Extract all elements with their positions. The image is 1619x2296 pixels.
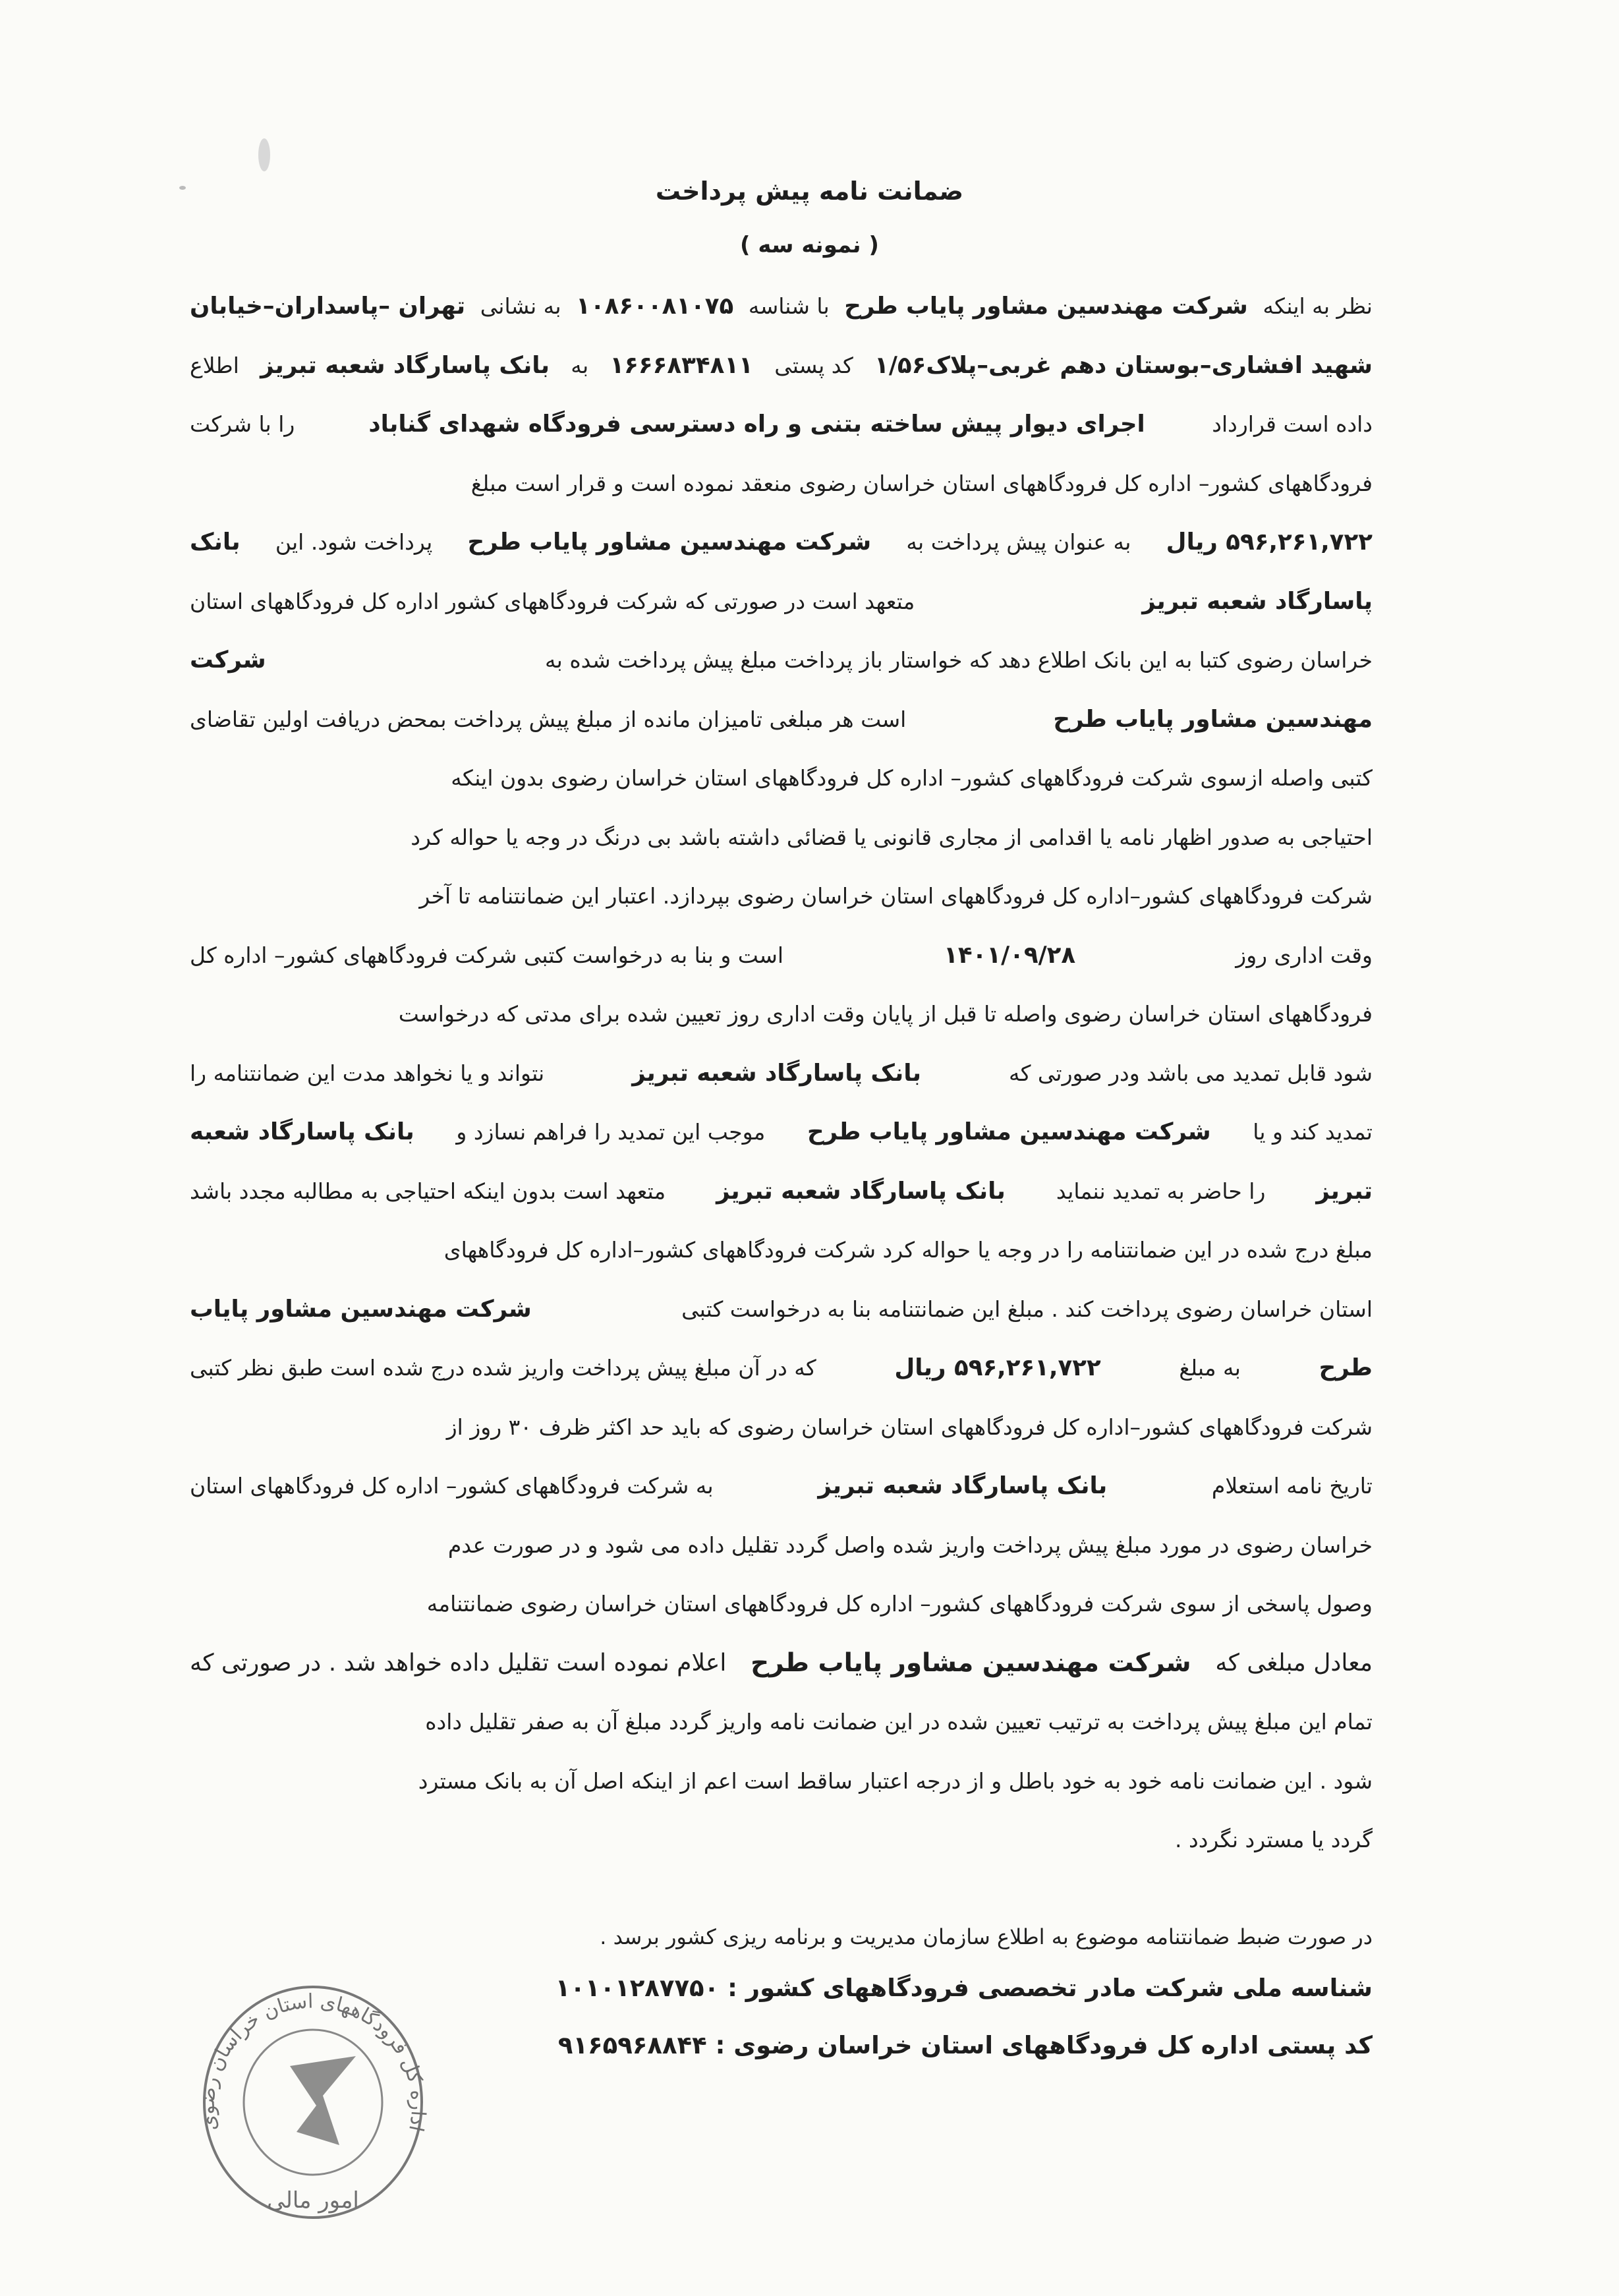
body-line [190,1352,1373,1411]
body-line [190,1470,1373,1529]
text-segment: استان خراسان رضوی پرداخت کند . مبلغ این ضمانتنامه بنا به درخواست کتبی [674,1296,1373,1322]
bold-text-segment: تبریز [1316,1177,1373,1205]
bold-text-segment: شرکت مهندسین مشاور پایاب طرح [807,1118,1211,1145]
body-line [190,1116,1373,1175]
text-segment: خراسان رضوی در مورد مبلغ پیش پرداخت واریز شده واصل گردد تقلیل داده می شود و در صورت عدم [447,1532,1373,1558]
body-line [190,1411,1373,1470]
bold-text-segment: مهندسین مشاور پایاب طرح [1053,705,1373,733]
text-segment: شرکت فرودگاههای کشور–اداره کل فرودگاههای استان خراسان رضوی بپردازد. اعتبار این ضمانتنامه تا آخر [419,883,1373,909]
text-segment: متعهد است در صورتی که شرکت فرودگاههای کشور اداره کل فرودگاههای استان [190,588,922,614]
text-segment: کد پستی [767,352,861,378]
body-line [190,408,1373,467]
text-segment: است و بنا به درخواست کتبی شرکت فرودگاههای کشور– اداره کل [190,942,791,968]
bold-text-segment: اجرای دیوار پیش ساخته بتنی و راه دسترسی فرودگاه شهدای گناباد [368,411,1145,438]
body-line [190,1765,1373,1824]
body-line [190,1529,1373,1588]
bold-text-segment: بانک [190,529,241,556]
footer-note: در صورت ضبط ضمانتنامه موضوع به اطلاع سازمان مدیریت و برنامه ریزی کشور برسد . [600,1924,1373,1949]
text-segment: پرداخت شود. این [268,529,440,555]
text-segment: را حاضر به تمدید ننماید [1049,1178,1272,1204]
text-segment: مبلغ درج شده در این ضمانتنامه را در وجه یا حواله کرد شرکت فرودگاههای کشور–اداره کل فرودگاههای [443,1237,1373,1263]
stamp-outer-text: اداره کل فرودگاههای استان خراسان رضوی [196,1990,430,2134]
bold-text-segment: شرکت [190,646,266,674]
text-segment: اطلاع [190,352,246,378]
text-segment: اعلام نموده است تقلیل داده خواهد شد . در صورتی که [190,1649,734,1677]
bold-text-segment: بانک پاسارگاد شعبه تبریز [818,1472,1108,1499]
body-line [190,290,1373,349]
text-segment: شرکت فرودگاههای کشور–اداره کل فرودگاههای استان خراسان رضوی که باید حد اکثر ظرف ۳۰ روز از [446,1414,1373,1440]
document-subtitle: ( نمونه سه ) [740,232,879,258]
body-line [190,762,1373,821]
body-line [190,998,1373,1057]
text-segment: کتبی واصله ازسوی شرکت فرودگاههای کشور– اداره کل فرودگاههای استان خراسان رضوی بدون اینکه [451,765,1373,791]
text-segment: وصول پاسخی از سوی شرکت فرودگاههای کشور– اداره کل فرودگاههای استان خراسان رضوی ضمانتنامه [426,1591,1373,1617]
body-line [190,1823,1373,1883]
stamp-seal-icon [191,1980,435,2224]
text-segment: به عنوان پیش پرداخت به [899,529,1138,555]
text-segment: شود قابل تمدید می باشد ودر صورتی که [1002,1060,1373,1086]
body-line [190,1706,1373,1765]
bold-text-segment: پاسارگاد شعبه تبریز [1142,587,1373,615]
bold-text-segment: تهران –پاسداران–خیابان [190,293,466,320]
body-line [190,939,1373,998]
body-line [190,1293,1373,1352]
stamp-inner-text: امور مالی [267,2187,359,2214]
bold-text-segment: شرکت مهندسین مشاور پایاب طرح [844,293,1248,320]
body-line [190,349,1373,409]
official-stamp [191,1980,435,2224]
body-line [190,1057,1373,1116]
body-line [190,467,1373,527]
text-segment: با شناسه [741,293,837,319]
body-line [190,526,1373,585]
bold-text-segment: بانک پاسارگاد شعبه تبریز [260,351,550,379]
text-segment: به [563,352,596,378]
text-segment: معادل مبلغی که [1207,1649,1373,1677]
bold-text-segment: ۱۴۰۱/۰۹/۲۸ [944,941,1076,969]
bold-text-segment: طرح [1319,1354,1373,1381]
text-segment: به مبلغ [1172,1355,1248,1381]
bold-text-segment: شرکت مهندسین مشاور پایاب [190,1295,532,1323]
body-line [190,1588,1373,1647]
body-line [190,1175,1373,1234]
national-id: شناسه ملی شرکت مادر تخصصی فرودگاههای کشور : ۱۰۱۰۱۲۸۷۷۵۰ [555,1974,1373,2002]
bold-text-segment: ۱۶۶۶۸۳۴۸۱۱ [610,351,753,379]
text-segment: داده است قرارداد [1205,411,1373,437]
text-segment: است هر مبلغی تامیزان مانده از مبلغ پیش پرداخت بمحض دریافت اولین تقاضای [190,706,913,732]
text-segment: خراسان رضوی کتبا به این بانک اطلاع دهد که خواستار باز پرداخت مبلغ پیش پرداخت شده به [538,647,1373,673]
text-segment: تاریخ نامه استعلام [1205,1473,1373,1499]
bold-text-segment: ۵۹۶,۲۶۱,۷۲۲ ریال [894,1354,1101,1381]
bold-text-segment: بانک پاسارگاد شعبه تبریز [716,1177,1006,1205]
text-segment: وقت اداری روز [1228,942,1373,968]
text-segment: شود . این ضمانت نامه خود به خود باطل و از درجه اعتبار ساقط است اعم از اینکه اصل آن به بانک مسترد [418,1767,1373,1794]
bold-text-segment: ۱۰۸۶۰۰۸۱۰۷۵ [576,293,734,320]
body-line [190,821,1373,880]
text-segment: فرودگاههای کشور– اداره کل فرودگاههای استان خراسان رضوی منعقد نموده است و قرار است مبلغ [470,470,1373,496]
bold-text-segment: ۵۹۶,۲۶۱,۷۲۲ ریال [1166,529,1373,556]
bold-text-segment: بانک پاسارگاد شعبه [190,1118,414,1145]
text-segment: احتیاجی به صدور اظهار نامه یا اقدامی از مجاری قانونی یا قضائی داشته باشد بی درنگ در وجه یا حواله کرد [411,824,1373,850]
body-line [190,1234,1373,1293]
bold-text-segment: شرکت مهندسین مشاور پایاب طرح [467,529,872,556]
text-segment: به شرکت فرودگاههای کشور– اداره کل فرودگاههای استان [190,1473,721,1499]
body-line [190,703,1373,762]
body-line [190,1647,1373,1706]
text-segment: فرودگاههای استان خراسان رضوی واصله تا قبل از پایان وقت اداری روز تعیین شده برای مدتی که درخواست [398,1001,1373,1027]
text-segment: که در آن مبلغ پیش پرداخت واریز شده درج شده است طبق نظر کتبی [190,1355,824,1381]
text-segment: نظر به اینکه [1255,293,1373,319]
body-line [190,644,1373,703]
scan-speck [258,138,270,171]
bold-text-segment: شهید افشاری–بوستان دهم غربی–پلاک۱/۵۶ [874,351,1373,379]
document-title: ضمانت نامه پیش پرداخت [655,177,964,206]
body-line [190,585,1373,645]
body-line [190,880,1373,939]
bold-text-segment: شرکت مهندسین مشاور پایاب طرح [751,1648,1191,1678]
text-segment: نتواند و یا نخواهد مدت این ضمانتنامه را [190,1060,552,1086]
text-segment: تمام این مبلغ پیش پرداخت به ترتیب تعیین شده در این ضمانت نامه واریز گردد مبلغ آن به صفر تقلیل داده [425,1709,1373,1735]
text-segment: متعهد است بدون اینکه احتیاجی به مطالبه مجدد باشد [190,1178,673,1204]
text-segment: را با شرکت [190,411,309,437]
guarantee-body [190,290,1373,1883]
postal-code: کد پستی اداره کل فرودگاههای استان خراسان رضوی : ۹۱۶۵۹۶۸۸۴۴ [557,2031,1373,2059]
text-segment: موجب این تمدید را فراهم نسازد و [449,1119,772,1145]
bold-text-segment: بانک پاسارگاد شعبه تبریز [632,1059,922,1087]
text-segment: تمدید کند و یا [1245,1119,1373,1145]
text-segment: به نشانی [473,293,568,319]
text-segment: گردد یا مسترد نگردد . [1175,1827,1373,1852]
